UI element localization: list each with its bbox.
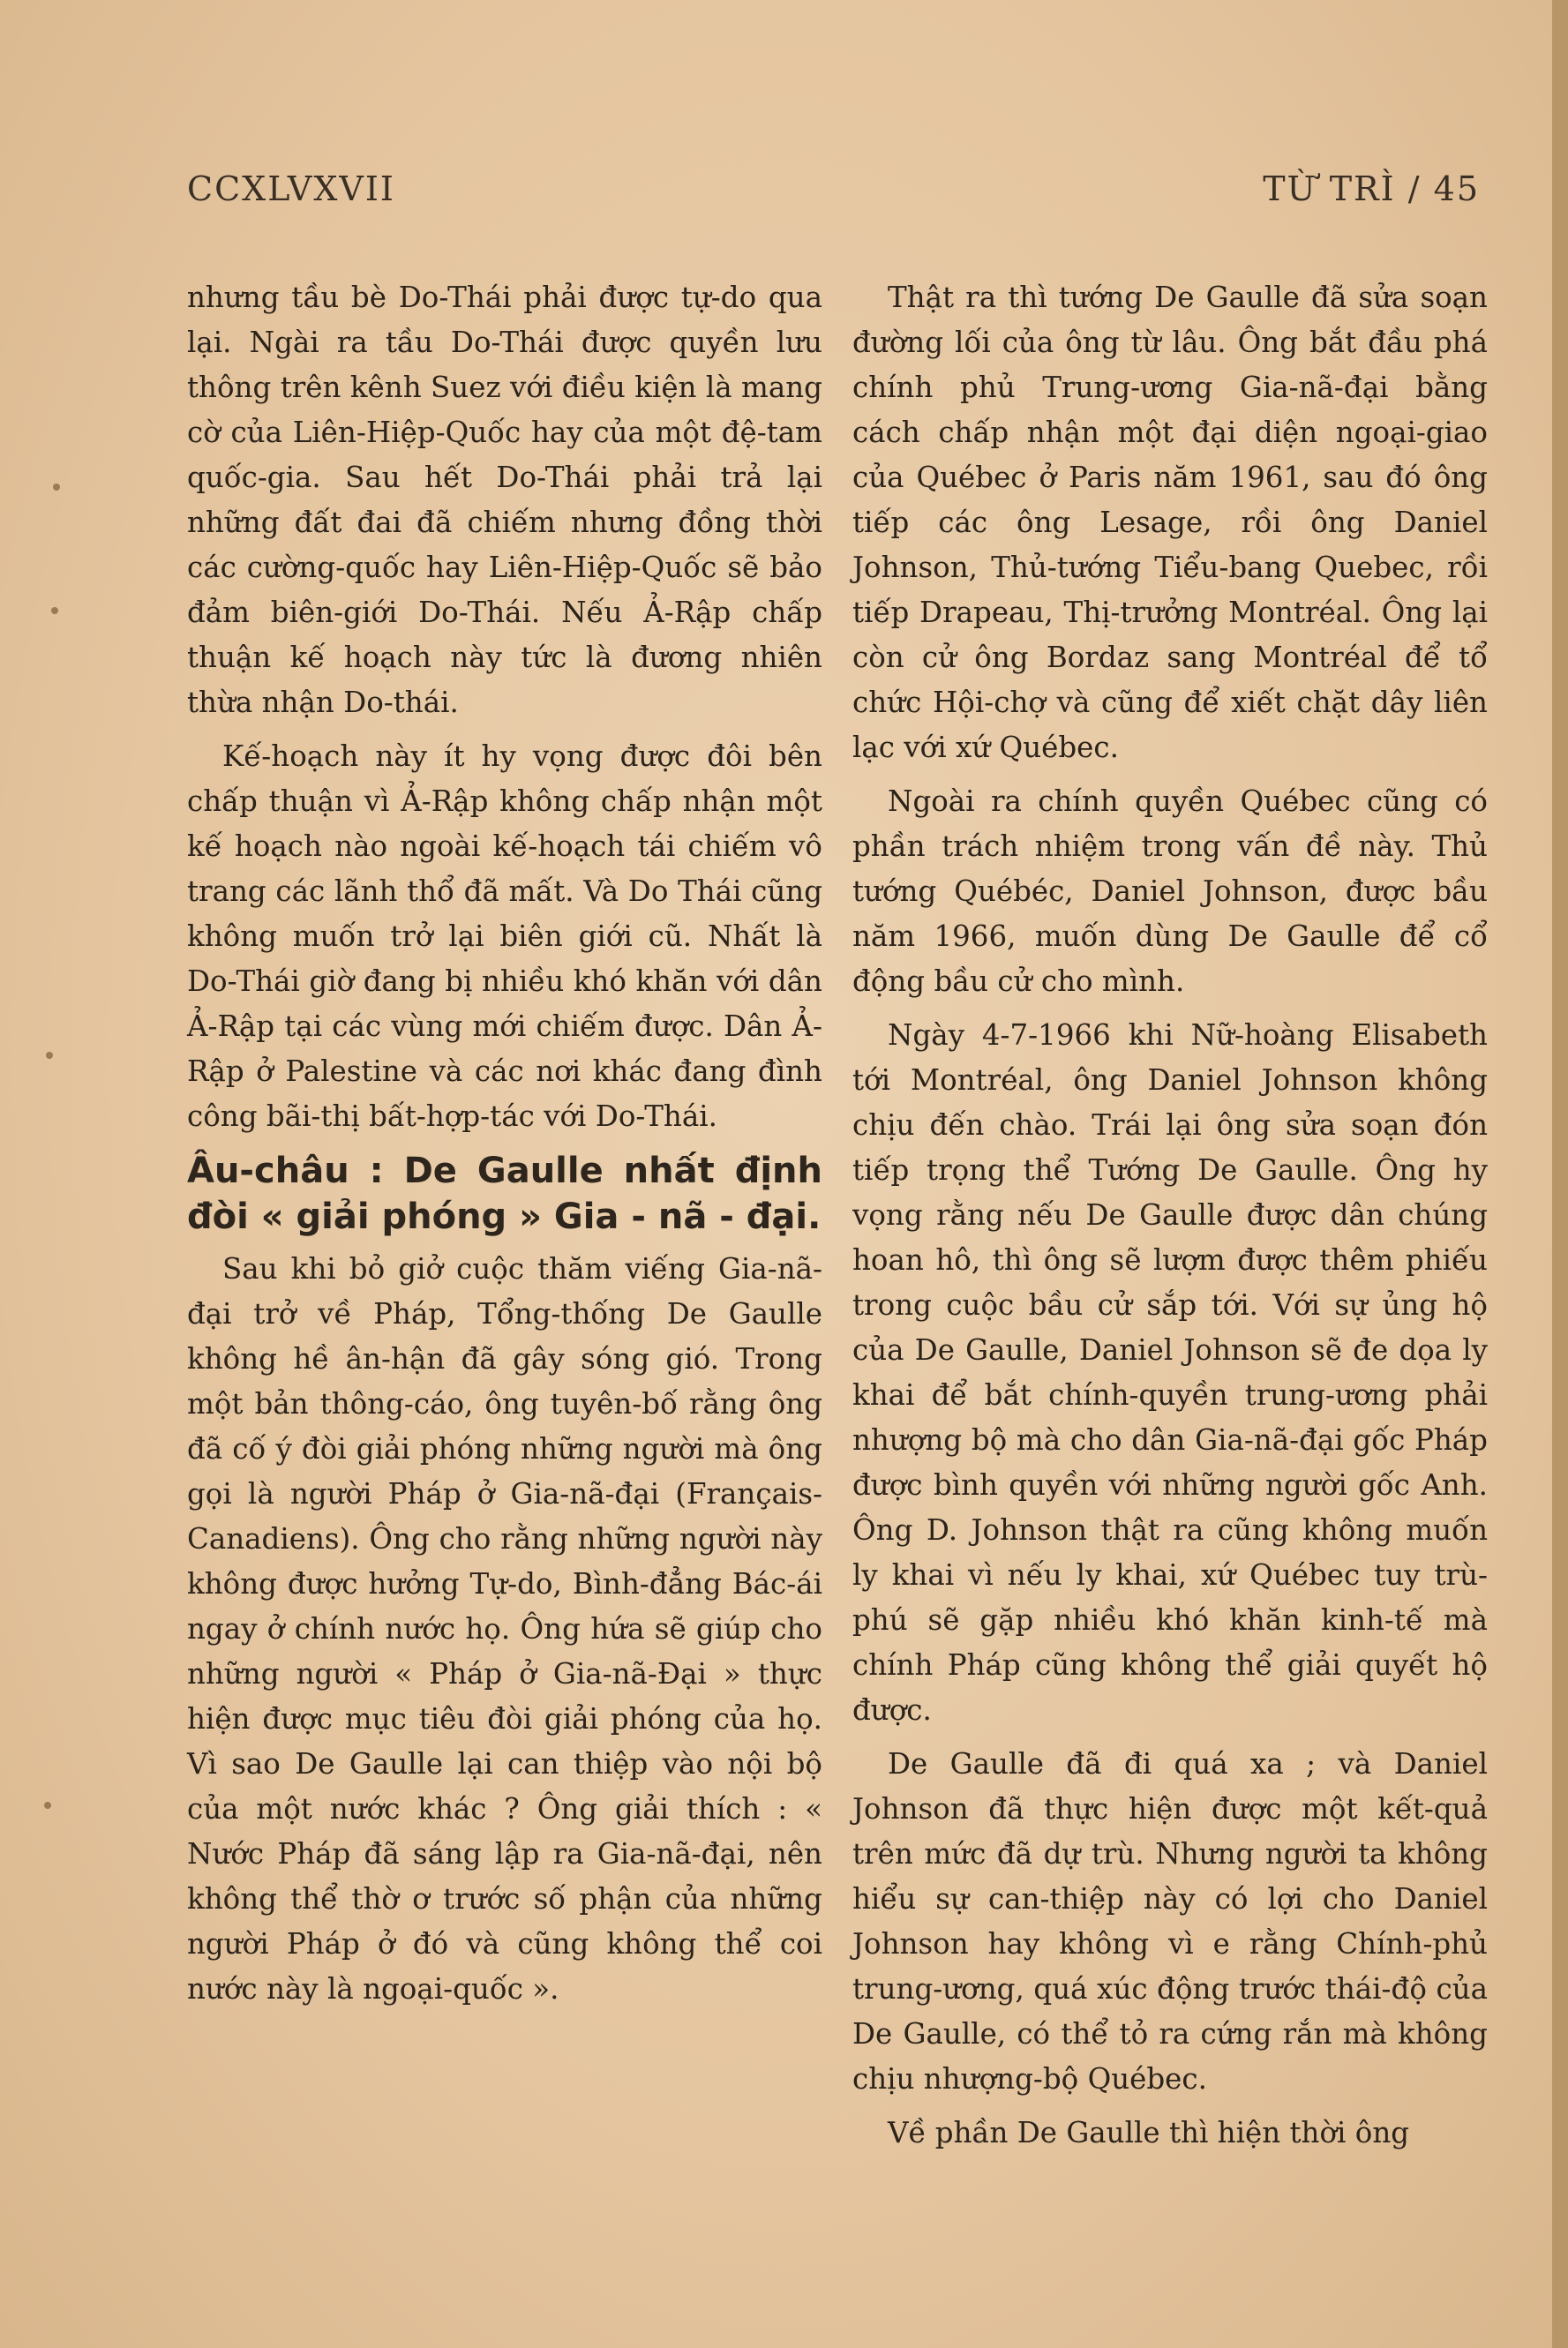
section-heading: Âu-châu : De Gaulle nhất định đòi « giải phóng » Gia - nã - đại. bbox=[187, 1151, 822, 1237]
paper-speck bbox=[46, 1052, 53, 1059]
left-column bbox=[187, 275, 822, 2021]
paper-speck bbox=[51, 607, 58, 614]
paragraph: De Gaulle đã đi quá xa ; và Daniel Johnson đã thực hiện được một kết-quả trên mức đã dự trù. Nhưng người ta không hiểu sự can-thiệp này có lợi cho Daniel Johnson hay không vì e rằng Chính-phủ trung-ương, quá xúc động trước thái-độ của De Gaulle, có thể tỏ ra cứng rắn mà không chịu nhượng-bộ Québec. bbox=[852, 1747, 1488, 2096]
header-title-page-number: TỪ TRÌ / 45 bbox=[1263, 169, 1480, 208]
paragraph: Thật ra thì tướng De Gaulle đã sửa soạn đường lối của ông từ lâu. Ông bắt đầu phá chính phủ Trung-ương Gia-nã-đại bằng cách chấp nhận một đại diện ngoại-giao của Québec ở Paris năm 1961, sau đó ông tiếp các ông Lesage, rồi ông Daniel Johnson, Thủ-tướng Tiểu-bang Quebec, rồi tiếp Drapeau, Thị-trưởng Montréal. Ông lại còn cử ông Bordaz sang Montréal để tổ chức Hội-chợ và cũng để xiết chặt dây liên lạc với xứ Québec. bbox=[852, 281, 1488, 764]
paper-speck bbox=[53, 484, 60, 491]
paragraph: nhưng tầu bè Do-Thái phải được tự-do qua lại. Ngài ra tầu Do-Thái được quyền lưu thông trên kênh Suez với điều kiện là mang cờ của Liên-Hiệp-Quốc hay của một đệ-tam quốc-gia. Sau hết Do-Thái phải trả lại những đất đai đã chiếm nhưng đồng thời các cường-quốc hay Liên-Hiệp-Quốc sẽ bảo đảm biên-giới Do-Thái. Nếu Ả-Rập chấp thuận kế hoạch này tức là đương nhiên thừa nhận Do-thái. bbox=[187, 281, 822, 719]
paragraph: Kế-hoạch này ít hy vọng được đôi bên chấp thuận vì Ả-Rập không chấp nhận một kế hoạch nào ngoài kế-hoạch tái chiếm vô trang các lãnh thổ đã mất. Và Do Thái cũng không muốn trở lại biên giới cũ. Nhất là Do-Thái giờ đang bị nhiều khó khăn với dân Ả-Rập tại các vùng mới chiếm được. Dân Ả-Rập ở Palestine và các nơi khác đang đình công bãi-thị bất-hợp-tác với Do-Thái. bbox=[187, 739, 822, 1133]
paper-speck bbox=[44, 1802, 51, 1809]
paragraph: Ngày 4-7-1966 khi Nữ-hoàng Elisabeth tới Montréal, ông Daniel Johnson không chịu đến chào. Trái lại ông sửa soạn đón tiếp trọng thể Tướng De Gaulle. Ông hy vọng rằng nếu De Gaulle được dân chúng hoan hô, thì ông sẽ lượm được thêm phiếu trong cuộc bầu cử sắp tới. Với sự ủng hộ của De Gaulle, Daniel Johnson sẽ đe dọa ly khai để bắt chính-quyền trung-ương phải nhượng bộ mà cho dân Gia-nã-đại gốc Pháp được bình quyền với những người gốc Anh. Ông D. Johnson thật ra cũng không muốn ly khai vì nếu ly khai, xứ Québec tuy trù-phú sẽ gặp nhiều khó khăn kinh-tế mà chính Pháp cũng không thể giải quyết hộ được. bbox=[852, 1018, 1488, 1727]
paragraph: Sau khi bỏ giở cuộc thăm viếng Gia-nã-đại trở về Pháp, Tổng-thống De Gaulle không hề ân-hận đã gây sóng gió. Trong một bản thông-cáo, ông tuyên-bố rằng ông đã cố ý đòi giải phóng những người mà ông gọi là người Pháp ở Gia-nã-đại (Français-Canadiens). Ông cho rằng những người này không được hưởng Tự-do, Bình-đẳng Bác-ái ngay ở chính nước họ. Ông hứa sẽ giúp cho những người « Pháp ở Gia-nã-Đại » thực hiện được mục tiêu đòi giải phóng của họ. Vì sao De Gaulle lại can thiệp vào nội bộ của một nước khác ? Ông giải thích : « Nước Pháp đã sáng lập ra Gia-nã-đại, nên không thể thờ ơ trước số phận của những người Pháp ở đó và cũng không thể coi nước này là ngoại-quốc ». bbox=[187, 1252, 822, 2006]
paragraph: Ngoài ra chính quyền Québec cũng có phần trách nhiệm trong vấn đề này. Thủ tướng Québéc, Daniel Johnson, được bầu năm 1966, muốn dùng De Gaulle để cổ động bầu cử cho mình. bbox=[852, 784, 1488, 998]
header-roman-numeral: CCXLVXVII bbox=[187, 169, 395, 208]
page-header bbox=[187, 169, 1480, 222]
paragraph: Về phần De Gaulle thì hiện thời ông bbox=[888, 2116, 1410, 2149]
right-column bbox=[852, 275, 1488, 2164]
page-edge bbox=[1552, 0, 1568, 2348]
